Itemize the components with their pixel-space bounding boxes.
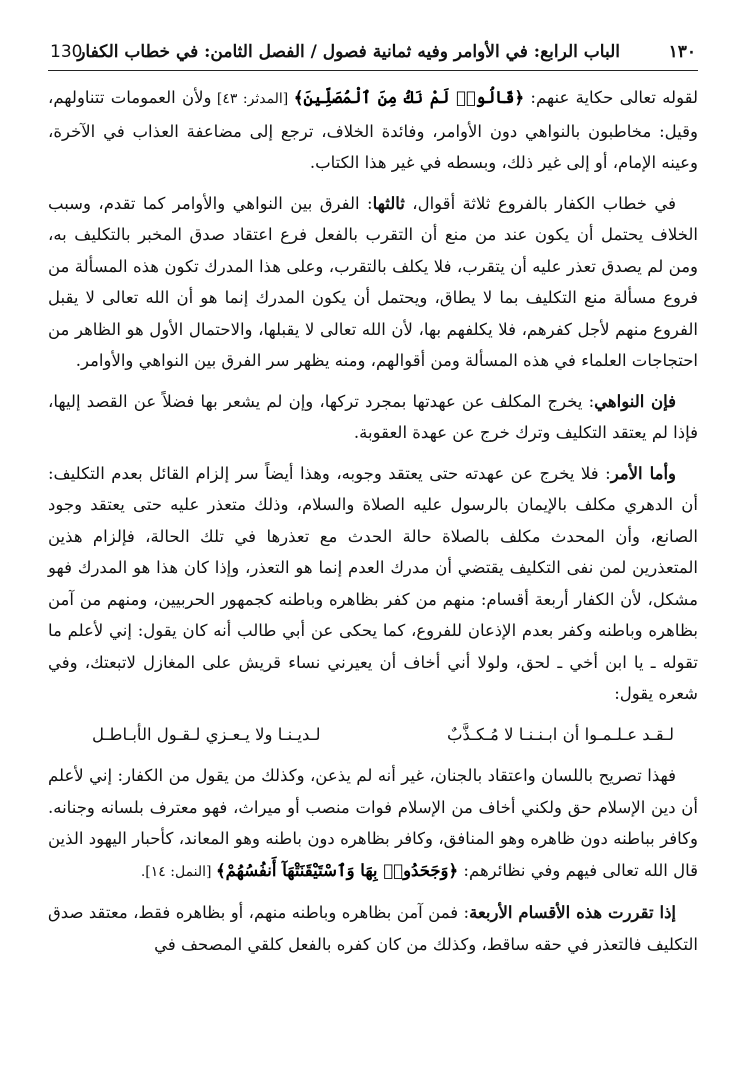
highlight-term: ثالثها bbox=[372, 193, 405, 213]
verse-reference: [النمل: ١٤]. bbox=[140, 863, 216, 880]
paragraph-2 bbox=[48, 188, 698, 377]
text: : فمن آمن بظاهره وباطنه منهم، أو بظاهره فقط، معتقد صدق التكليف فالتعذر في حقه ساقط، وكذلك من كان كفره بالفعل كلقي المصحف في bbox=[48, 903, 698, 954]
paragraph-4 bbox=[48, 458, 698, 710]
running-title: الباب الرابع: في الأوامر وفيه ثمانية فصول / الفصل الثامن: في خطاب الكفار bbox=[77, 42, 620, 62]
highlight-term: إذا تقررت هذه الأقسام الأربعة bbox=[469, 903, 677, 922]
text: : فلا يخرج عن عهدته حتى يعتقد وجوبه، وهذا أيضاً سر إلزام القائل بعدم التكليف: أن الدهري مكلف بالإيمان بالرسول عليه الصلاة والسلام، وذلك متعذر عليه حتى يعتقد وجود الصانع، وأن المحدث مكلف بالصلاة حالة الحدث مع تعذرها في تلك الحالة، فإلزام هذين المتعذرين لمن نفى التكليف يقتضي أن مدرك العدم إنما هو التعذر، وإذا كان هذا هو المدرك فهو مشكل، لأن الكفار أربعة أقسام: منهم من كفر بظاهره وباطنه كجمهور الحربيين، ومنهم من آمن بظاهره وباطنه وكفر بعدم الإذعان للفروع، كما يحكى عن أبي طالب أنه كان يقول: إني لأعلم ما تقوله ـ يا ابن أخي ـ لحق، ولولا أني أخاف أن يعيرني نساء قريش على المغازل لاتبعتك، وفي شعره يقول: bbox=[48, 463, 698, 703]
page-body bbox=[48, 82, 698, 969]
paragraph-6 bbox=[48, 897, 698, 960]
quran-verse: ﴿وَجَحَدُوا۟ بِهَا وَٱسْتَيْقَنَتْهَآ أَنفُسُهُمْ﴾ bbox=[215, 860, 459, 880]
page-header bbox=[48, 38, 698, 71]
verse-hemistich-2: لـديـنـا ولا يـعـزي لـقـول الأبـاطـل bbox=[92, 724, 321, 744]
page-number-arabic: ١٣٠ bbox=[668, 42, 696, 62]
verse-hemistich-1: لـقـد عـلـمـوا أن ابـنـنـا لا مُـكـذَّبٌ bbox=[447, 724, 674, 744]
page-number-latin: 130 bbox=[50, 42, 83, 62]
paragraph-5 bbox=[48, 760, 698, 888]
text: في خطاب الكفار بالفروع ثلاثة أقوال، bbox=[404, 193, 676, 213]
text: : الفرق بين النواهي والأوامر كما تقدم، وسبب الخلاف يحتمل أن يكون عند من منع أن التقرب بالفعل فرع اعتقاد صدق المخبر بالتكليف به، ومن لم يصدق تعذر عليه أن يتقرب، فلا يكلف بالتقرب، وعلى هذا المدرك تكون هذه المسألة من فروع مسألة منع التكليف بما لا يطاق، ويحتمل أن يكون المدرك إنما هو أن الله تعالى لا يقبل الفروع منهم لأجل كفرهم، فلا يكلفهم بها، لأن الله تعالى لا يقبلها، والاحتمال الأول هو الظاهر من احتجاجات العلماء في هذه المسألة ومن أقوالهم، ومنه يظهر سر الفرق بين النواهي والأوامر. bbox=[48, 193, 698, 370]
text: : يخرج المكلف عن عهدتها بمجرد تركها، وإن لم يشعر بها فضلاً عن القصد إليها، فإذا لم يعتقد التكليف وترك خرج عن عهدة العقوبة. bbox=[48, 391, 698, 442]
paragraph-3 bbox=[48, 386, 698, 449]
text: فهذا تصريح باللسان واعتقاد بالجنان، غير أنه لم يذعن، وكذلك من يقول من الكفار: إني لأعلم أن دين الإسلام حق ولكني أخاف من الإسلام فوات منصب أو ميراث، فهو معترف بلسانه وجنانه. وكافر بباطنه دون ظاهره وهو المنافق، وكافر بظاهره دون باطنه وهو المعاند، كأحبار اليهود الذين قال الله تعالى فيهم وفي نظائرهم: bbox=[48, 766, 698, 880]
poetry-verse bbox=[48, 719, 698, 751]
text: ولأن العمومات تتناولهم، وقيل: مخاطبون بالنواهي دون الأوامر، وفائدة الخلاف، ترجع إلى مضاعفة العذاب في الآخرة، وعينه الإمام، أو إلى غير ذلك، وبسطه في غير هذا الكتاب. bbox=[48, 88, 698, 172]
highlight-term: وأما الأمر bbox=[610, 463, 676, 483]
paragraph-1 bbox=[48, 82, 698, 179]
verse-reference: [المدثر: ٤٣] bbox=[211, 91, 294, 107]
highlight-term: فإن النواهي bbox=[594, 391, 676, 411]
text: لقوله تعالى حكاية عنهم: bbox=[524, 88, 698, 107]
quran-verse: ﴿قَالُوا۟ لَمْ نَكُ مِنَ ٱلْمُصَلِّينَ﴾ bbox=[293, 88, 525, 107]
